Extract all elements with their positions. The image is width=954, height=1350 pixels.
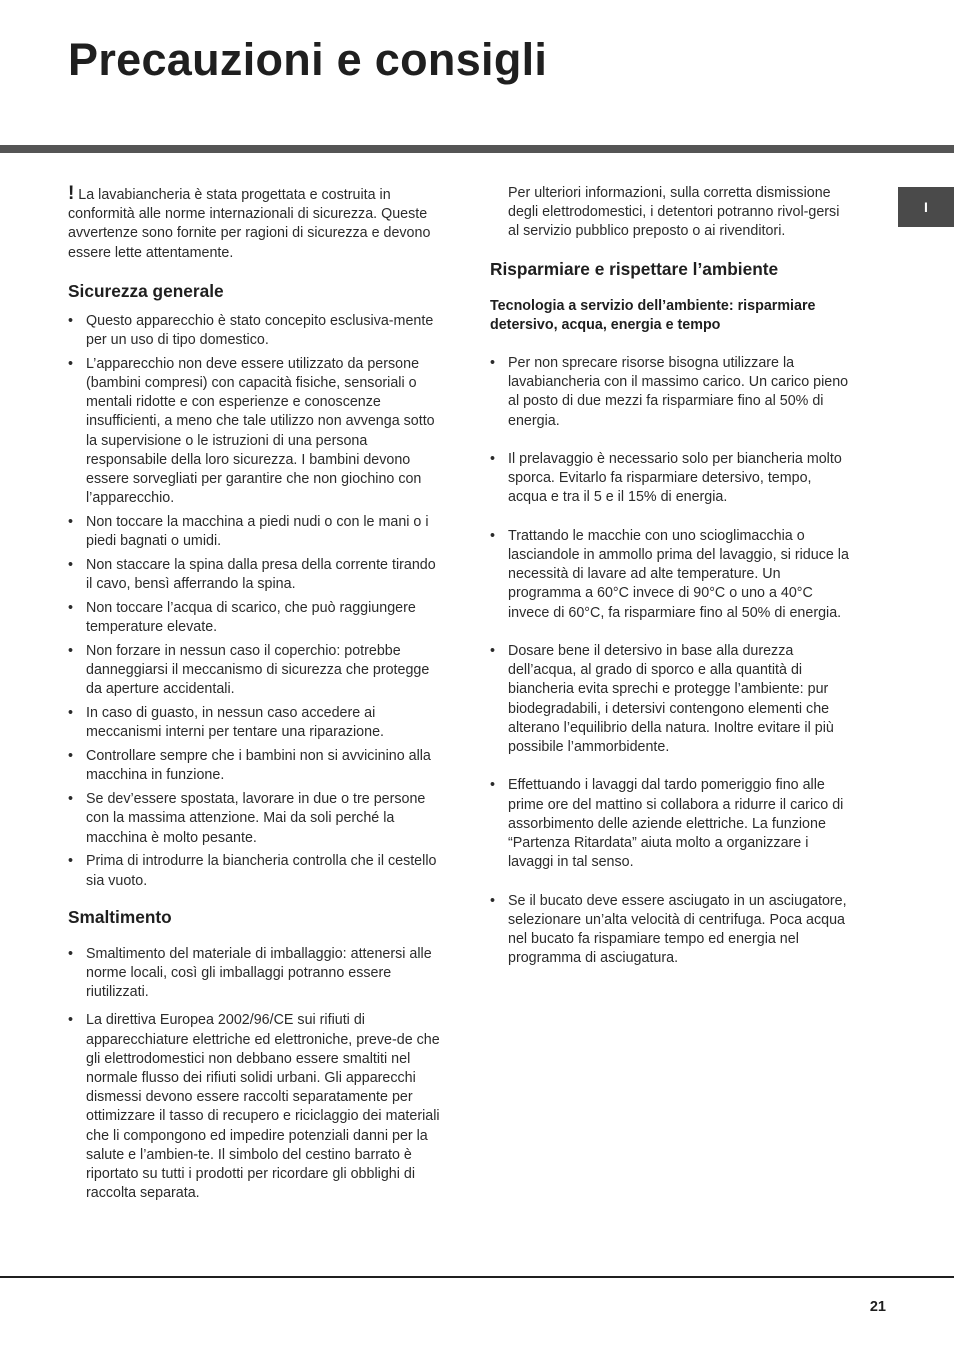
list-item: • Prima di introdurre la biancheria controlla che il cestello sia vuoto.	[68, 852, 440, 890]
list-item: • Il prelavaggio è necessario solo per biancheria molto sporca. Evitarlo fa risparmiare detersivo, tempo, acqua e tra il 5 e il 15% di energia.	[490, 450, 850, 508]
list-item: • In caso di guasto, in nessun caso accedere ai meccanismi interni per tentare una riparazione.	[68, 704, 440, 742]
list-item: • Non toccare la macchina a piedi nudi o con le mani o i piedi bagnati o umidi.	[68, 513, 440, 551]
right-column	[490, 184, 850, 988]
list-item: • Questo apparecchio è stato concepito esclusiva-mente per un uso di tipo domestico.	[68, 312, 440, 350]
list-item: • Se il bucato deve essere asciugato in un asciugatore, selezionare un’alta velocità di centrifuga. Poca acqua nel bucato fa rispamiare tempo ed energia nel programma di asciugatura.	[490, 892, 850, 969]
language-tab: I	[898, 187, 954, 227]
list-item: • L’apparecchio non deve essere utilizzato da persone (bambini compresi) con capacità fisiche, sensoriali o mentali ridotte e con esperienze e conoscenze insufficienti, a meno che tale utilizzo non avvenga sotto la supervisione o le istruzioni di una persona responsabile della loro sicurezza. I bambini devono essere sorvegliati per garantire che non giochino con l’apparecchio.	[68, 355, 440, 509]
list-item: • Non toccare l’acqua di scarico, che può raggiungere temperature elevate.	[68, 599, 440, 637]
safety-intro	[68, 184, 440, 263]
safety-heading: Sicurezza generale	[68, 280, 224, 301]
list-item: • Non forzare in nessun caso il coperchio: potrebbe danneggiarsi il meccanismo di sicurezza che protegge da aperture accidentali.	[68, 642, 440, 700]
header-divider	[0, 145, 954, 153]
disposal-heading: Smaltimento	[68, 906, 172, 927]
list-item: • Dosare bene il detersivo in base alla durezza dell’acqua, al grado di sporco e alla quantità di biancheria evita sprechi e protegge l’ambiente: pur biodegradabili, i detersivi contengono elementi che alterano l’equilibrio della natura. Inoltre evitare il più possibile l’ammorbidente.	[490, 642, 850, 757]
list-item: • La direttiva Europea 2002/96/CE sui rifiuti di apparecchiature elettriche ed elettroniche, preve-de che gli elettrodomestici non debbano essere smaltiti nel normale flusso dei rifiuti solidi urbani. Gli apparecchi dismessi devono essere raccolti separatamente per ottimizzare il tasso di recupero e riciclaggio dei materiali che li compongono ed impedire potenziali danni per la salute e l’ambien-te. Il simbolo del cestino barrato è riportato su tutti i prodotti per ricordare gli obblighi di raccolta separata.	[68, 1011, 440, 1203]
list-item: • Non staccare la spina dalla presa della corrente tirando il cavo, bensì afferrando la spina.	[68, 556, 440, 594]
list-item: • Trattando le macchie con uno scioglimacchia o lasciandole in ammollo prima del lavaggio, si riduce la necessità di lavare ad alte temperature. Un programma a 60°C invece di 90°C o uno a 40°C invece di 60°C, fa risparmiare fino al 50% di energia.	[490, 527, 850, 623]
intro-text: La lavabiancheria è stata progettata e costruita in conformità alle norme internazionali di sicurezza. Queste avvertenze sono fornite per ragioni di sicurezza e devono essere lette attentamente.	[68, 187, 431, 261]
footer-divider	[0, 1276, 954, 1278]
list-item: • Se dev’essere spostata, lavorare in due o tre persone con la massima attenzione. Mai da soli perché la macchina è molto pesante.	[68, 790, 440, 848]
environment-list	[490, 354, 850, 968]
warning-icon: !	[68, 183, 75, 204]
list-item: • Smaltimento del materiale di imballaggio: attenersi alle norme locali, così gli imballaggi potranno essere riutilizzati.	[68, 945, 440, 1003]
list-item: • Controllare sempre che i bambini non si avvicinino alla macchina in funzione.	[68, 747, 440, 785]
disposal-list	[68, 945, 440, 1204]
environment-subheading: Tecnologia a servizio dell’ambiente: risparmiare detersivo, acqua, energia e tempo	[490, 297, 816, 333]
page-number: 21	[869, 1299, 886, 1315]
environment-heading: Risparmiare e rispettare l’ambiente	[490, 258, 779, 279]
list-item: • Per non sprecare risorse bisogna utilizzare la lavabiancheria con il massimo carico. Un carico pieno al posto di due mezzi fa risparmiare fino al 50% di energia.	[490, 354, 850, 431]
list-item: • Effettuando i lavaggi dal tardo pomeriggio fino alle prime ore del mattino si collabora a ridurre il carico di assorbimento delle aziende elettriche. La funzione “Partenza Ritardata” aiuta molto a organizzare i lavaggi in tal senso.	[490, 776, 850, 872]
left-column	[68, 184, 440, 1212]
safety-list	[68, 312, 440, 891]
disposal-more-info: Per ulteriori informazioni, sulla corretta dismissione degli elettrodomestici, i detentori potranno rivol-gersi al servizio pubblico preposto o ai rivenditori.	[508, 185, 840, 240]
page-title: Precauzioni e consigli	[68, 34, 548, 85]
